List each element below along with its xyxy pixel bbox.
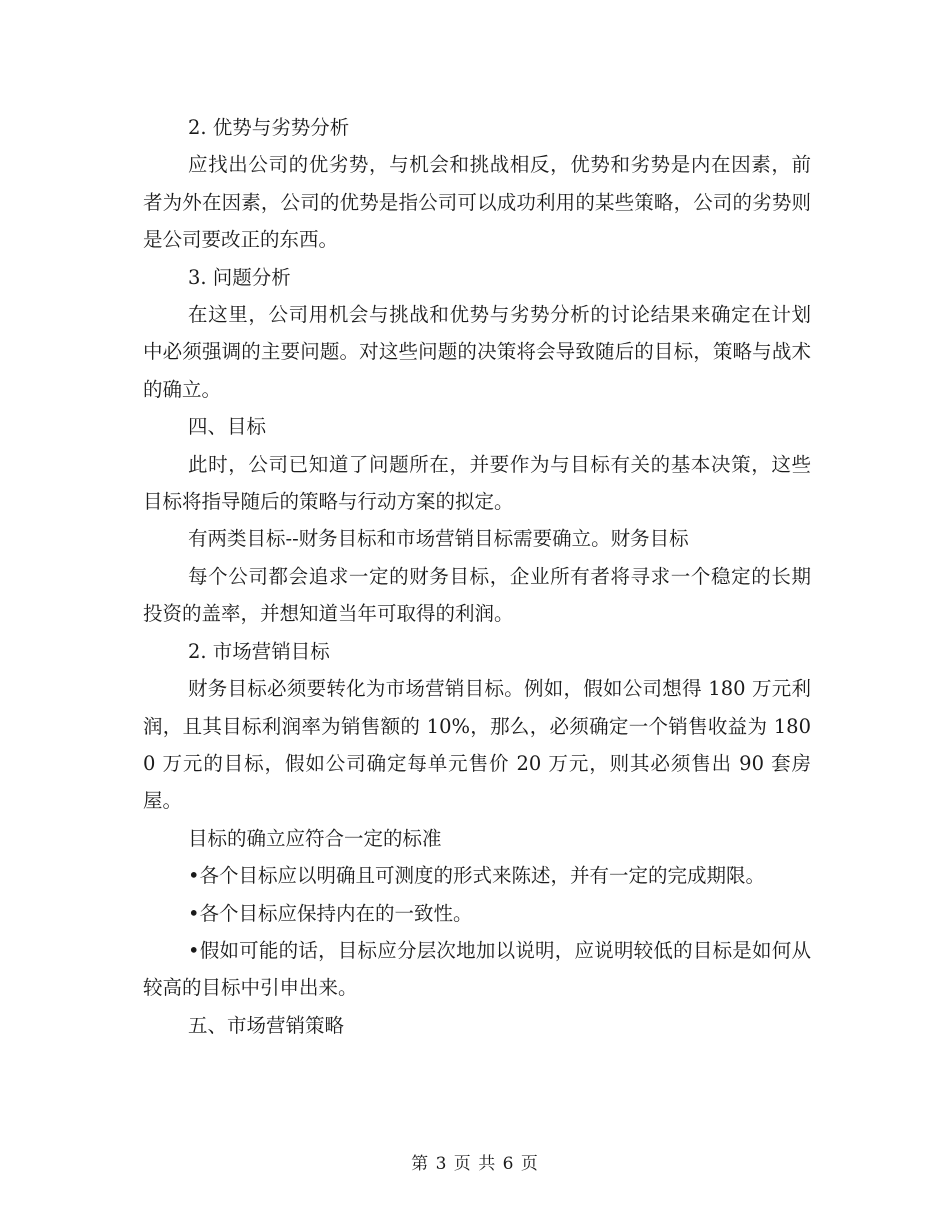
bullet-hierarchy: •假如可能的话，目标应分层次地加以说明，应说明较低的目标是如何从较高的目标中引申出来。	[143, 938, 811, 1000]
page-number-footer: 第 3 页 共 6 页	[411, 1154, 539, 1174]
paragraph-marketing-objectives: 财务目标必须要转化为市场营销目标。例如，假如公司想得 180 万元利润，且其目标利润率为销售额的 10%，那么，必须确定一个销售收益为 1800 万元的目标，假如公司确定每单元售价 20 万元，则其必须售出 90 套房屋。	[143, 677, 811, 813]
bullet-measurable: •各个目标应以明确且可测度的形式来陈述，并有一定的完成期限。	[188, 864, 766, 888]
paragraph-objectives-intro: 此时，公司已知道了问题所在，并要作为与目标有关的基本决策，这些目标将指导随后的策略与行动方案的拟定。	[143, 452, 811, 514]
heading-marketing-objectives: 2. 市场营销目标	[188, 639, 330, 663]
heading-strengths-weaknesses: 2. 优势与劣势分析	[188, 116, 350, 139]
bullet-consistency: •各个目标应保持内在的一致性。	[188, 901, 473, 925]
paragraph-objective-criteria: 目标的确立应符合一定的标准	[188, 826, 442, 850]
paragraph-financial-objectives: 每个公司都会追求一定的财务目标，企业所有者将寻求一个稳定的长期投资的盖率，并想知道当年可取得的利润。	[143, 564, 811, 626]
heading-marketing-strategy: 五、市场营销策略	[188, 1013, 345, 1037]
paragraph-two-objective-types: 有两类目标--财务目标和市场营销目标需要确立。财务目标	[188, 527, 689, 551]
heading-problem-analysis: 3. 问题分析	[188, 265, 291, 289]
document-body	[143, 109, 811, 1044]
paragraph-problem-analysis: 在这里，公司用机会与挑战和优势与劣势分析的讨论结果来确定在计划中必须强调的主要问题。对这些问题的决策将会导致随后的目标，策略与战术的确立。	[143, 303, 811, 401]
paragraph-strengths-weaknesses: 应找出公司的优劣势，与机会和挑战相反，优势和劣势是内在因素，前者为外在因素，公司的优势是指公司可以成功利用的某些策略，公司的劣势则是公司要改正的东西。	[143, 153, 811, 252]
heading-objectives: 四、目标	[188, 415, 267, 439]
